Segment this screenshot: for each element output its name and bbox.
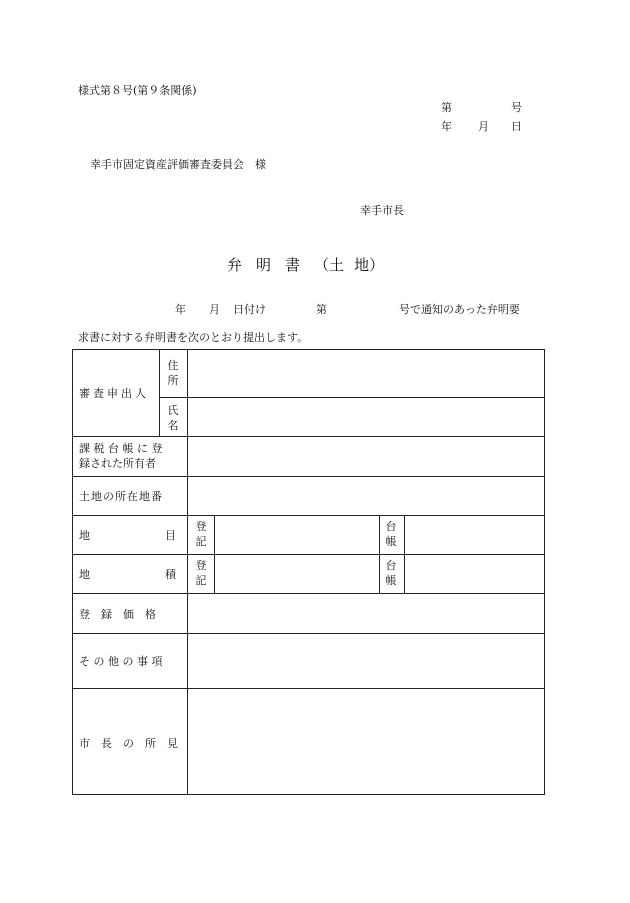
- other-matters-field[interactable]: [191, 636, 541, 685]
- mayor-opinion-field[interactable]: [191, 691, 541, 791]
- addressee: 幸手市固定資産評価審査委員会 様: [90, 158, 266, 171]
- title-char: 弁: [227, 256, 243, 274]
- sender: 幸手市長: [360, 204, 404, 217]
- land-category-label-a: 地: [79, 529, 90, 542]
- row-divider: [73, 688, 545, 689]
- land-category-label-b: 目: [165, 529, 176, 542]
- title-char: 地）: [354, 256, 385, 274]
- area-ledger-label: 台帳: [385, 559, 397, 587]
- registered-value-label: 登 録 価 格: [79, 608, 156, 621]
- area-label-b: 積: [165, 568, 176, 581]
- number-suffix: 号: [511, 101, 522, 114]
- area-ledger-field[interactable]: [408, 557, 541, 590]
- registered-owner-label: 課 税 台 帳 に 登: [79, 442, 163, 455]
- col-divider: [159, 350, 160, 436]
- area-label-a: 地: [79, 568, 90, 581]
- intro-dated: 日付け: [233, 303, 266, 316]
- col-divider: [379, 515, 380, 593]
- col-divider: [404, 515, 405, 593]
- land-location-field[interactable]: [191, 479, 541, 512]
- address-label: 住所: [167, 359, 179, 387]
- col-divider: [187, 350, 188, 795]
- row-divider: [73, 436, 545, 437]
- col-divider: [214, 515, 215, 593]
- row-divider: [73, 515, 545, 516]
- date-month: 月: [478, 120, 489, 133]
- document-title: [227, 254, 384, 275]
- land-category-registry-field[interactable]: [218, 518, 376, 551]
- registered-value-field[interactable]: [191, 596, 541, 630]
- intro-no: 第: [316, 303, 327, 316]
- intro-year: 年: [175, 303, 186, 316]
- number-prefix: 第: [441, 101, 452, 114]
- row-divider: [159, 397, 545, 398]
- date-year: 年: [441, 120, 452, 133]
- area-registry-field[interactable]: [218, 557, 376, 590]
- title-char: 書: [285, 256, 301, 274]
- registered-owner-field[interactable]: [191, 440, 541, 473]
- row-divider: [73, 554, 545, 555]
- intro-month: 月: [209, 303, 220, 316]
- registered-owner-label-2: 録された所有者: [79, 457, 156, 470]
- applicant-label: 審査申出人: [79, 387, 149, 400]
- applicant-name-field[interactable]: [191, 400, 541, 434]
- form-number: 様式第８号(第９条関係): [78, 84, 197, 97]
- intro-line2: 求書に対する弁明書を次のとおり提出します。: [78, 331, 309, 344]
- other-matters-label: そ の 他 の 事 項: [79, 655, 163, 668]
- area-registry-label: 登記: [195, 559, 207, 587]
- mayor-opinion-label: 市 長 の 所 見: [79, 737, 178, 750]
- name-label: 氏名: [167, 404, 179, 432]
- date-day: 日: [511, 120, 522, 133]
- row-divider: [73, 476, 545, 477]
- row-divider: [73, 593, 545, 594]
- intro-notice: 号で通知のあった弁明要: [399, 303, 520, 316]
- applicant-address-field[interactable]: [191, 354, 541, 394]
- land-category-ledger-label: 台帳: [385, 520, 397, 548]
- title-char: 明: [256, 256, 272, 274]
- land-location-label: 土地の所在地番: [79, 490, 163, 503]
- title-char: （土: [314, 256, 345, 274]
- land-category-ledger-field[interactable]: [408, 518, 541, 551]
- land-category-registry-label: 登記: [195, 520, 207, 548]
- statement-table: [72, 349, 545, 795]
- row-divider: [73, 633, 545, 634]
